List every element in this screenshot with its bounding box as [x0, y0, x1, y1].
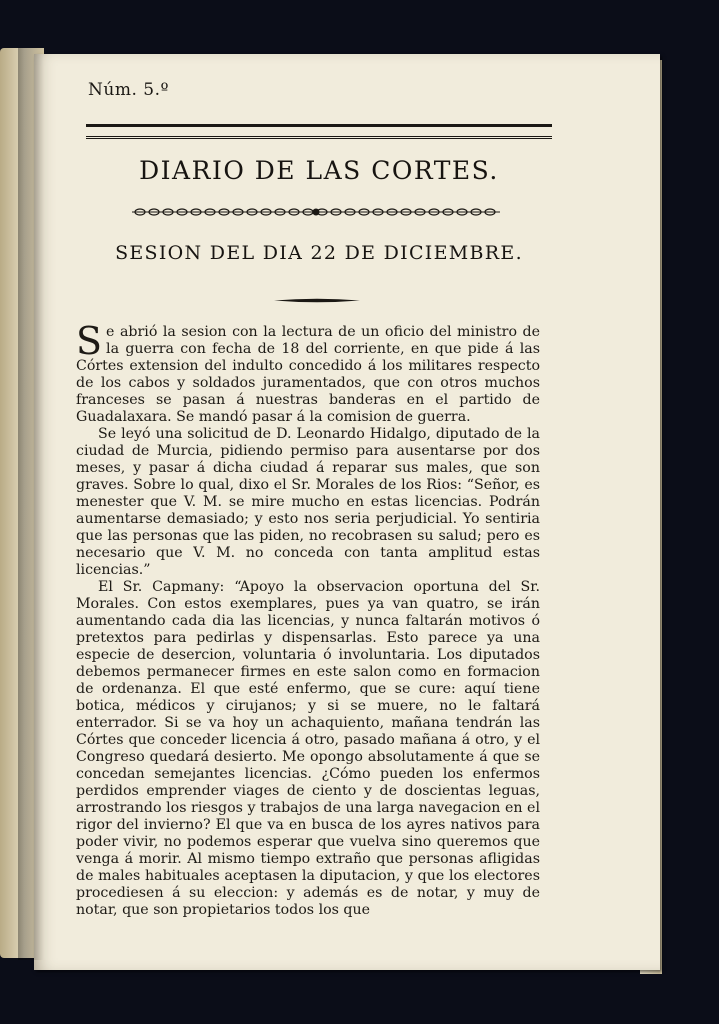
spine-shadow	[18, 48, 44, 960]
session-heading: SESION DEL DIA 22 DE DICIEMBRE.	[115, 242, 523, 264]
article-body	[76, 319, 540, 919]
header-thin-rule	[86, 138, 552, 139]
issue-number: Núm. 5.º	[88, 80, 169, 100]
paragraph-1: Se abrió la sesion con la lectura de un oficio del ministro de la guerra con fecha de 18 del corriente, en que pide á las Córtes extension del indulto concedido á los militares respecto de los cabos y soldados juramentados, que con otros muchos franceses se pasan á nuestras banderas en el partido de Guadalaxara. Se mandó pasar á la comision de guerra.	[76, 319, 540, 425]
header-double-rule	[86, 124, 552, 137]
tapered-rule	[274, 298, 360, 303]
paragraph-2: Se leyó una solicitud de D. Leonardo Hidalgo, diputado de la ciudad de Murcia, pidiendo permiso para ausentarse por dos meses, y pasar á dicha ciudad á reparar sus males, que son graves. Sobre lo qual, dixo el Sr. Morales de los Rios: “Señor, es menester que V. M. se mire mucho en estas licencias. Podrán aumentarse demasiado; y esto nos seria perjudicial. Yo sentiria que las personas que las piden, no recobrasen su salud; pero es necesario que V. M. no conceda con tanta amplitud estas licencias.”	[76, 426, 540, 578]
journal-title: DIARIO DE LAS CORTES.	[139, 156, 499, 185]
ornamental-divider	[130, 205, 502, 219]
paragraph-3: El Sr. Capmany: “Apoyo la observacion oportuna del Sr. Morales. Con estos exemplares, pues ya van quatro, se irán aumentando cada dia las licencias, y nunca faltarán motivos ó pretextos para pedirlas y dispensarlas. Esto parece ya una especie de desercion, voluntaria ó involuntaria. Los diputados debemos permanecer firmes en este salon como en formacion de ordenanza. El que esté enfermo, que se cure: aquí tiene botica, médicos y cirujanos; y si se muere, no le faltará enterrador. Si se va hoy un achaquiento, mañana tendrán las Córtes que conceder licencia á otro, pasado mañana á otro, y el Congreso quedará desierto. Me opongo absolutamente á que se concedan semejantes licencias. ¿Cómo pueden los enfermos perdidos emprender viages de ciento y de doscientas leguas, arrostrando los riesgos y trabajos de una larga navegacion en el rigor del invierno? El que va en busca de los ayres nativos para poder vivir, no podemos esperar que vuelva sino queremos que venga á morir. Al mismo tiempo extraño que personas afligidas de males habituales aceptasen la diputacion, y que los electores procediesen á su eleccion: y además es de notar, y muy de notar, que son propietarios todos los que	[76, 579, 540, 918]
